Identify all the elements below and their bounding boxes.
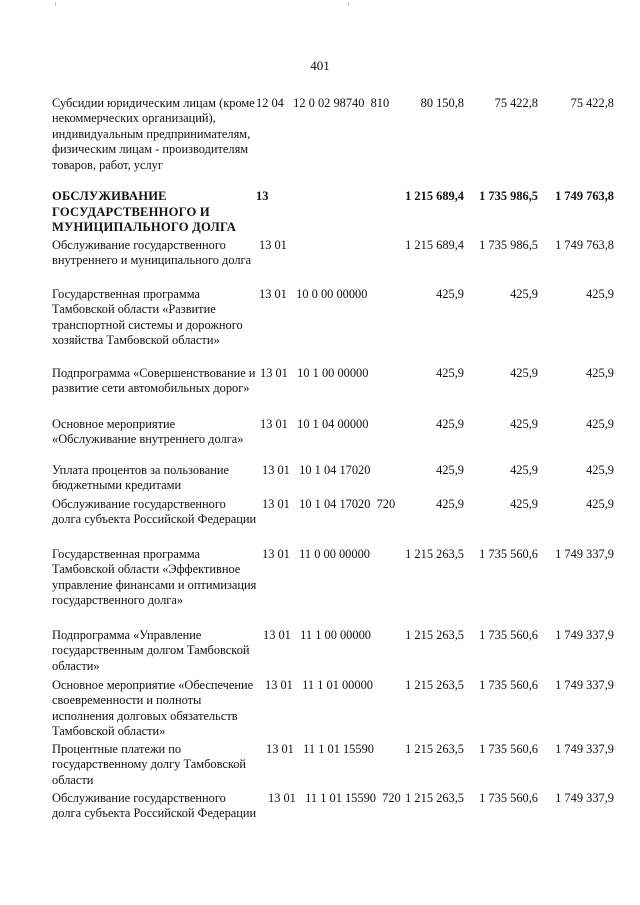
row-name: Процентные платежи по государственному долгу Тамбовской области bbox=[52, 742, 247, 787]
row-amount-1: 80 150,8 bbox=[420, 96, 464, 110]
row-amount-3: 1 749 763,8 bbox=[555, 238, 614, 252]
row-amount-1: 1 215 263,5 bbox=[405, 742, 464, 756]
row-name: Государственная программа Тамбовской области «Эффективное управление финансами и оптимизация государственного долга» bbox=[52, 547, 257, 608]
row-amount-2: 75 422,8 bbox=[494, 96, 538, 110]
row-amount-1: 425,9 bbox=[436, 366, 464, 380]
row-amount-2: 1 735 560,6 bbox=[479, 742, 538, 756]
row-codes: 13 bbox=[256, 189, 269, 203]
row-amount-3: 75 422,8 bbox=[570, 96, 614, 110]
row-codes: 13 01 bbox=[259, 238, 287, 252]
row-name: Субсидии юридическим лицам (кроме некоммерческих организаций), индивидуальным предпринимателям, физическим лицам - производителям товаров, работ, услуг bbox=[52, 96, 255, 172]
row-amount-2: 425,9 bbox=[510, 463, 538, 477]
row-name: Уплата процентов за пользование бюджетными кредитами bbox=[52, 463, 229, 493]
row-amount-3: 425,9 bbox=[586, 287, 614, 301]
row-amount-2: 425,9 bbox=[510, 417, 538, 431]
row-amount-2: 425,9 bbox=[510, 497, 538, 511]
row-amount-1: 425,9 bbox=[436, 497, 464, 511]
row-codes: 13 01 10 0 00 00000 bbox=[259, 287, 368, 301]
row-codes: 13 01 10 1 04 17020 bbox=[262, 463, 371, 477]
row-amount-3: 1 749 337,9 bbox=[555, 791, 614, 805]
row-codes: 12 04 12 0 02 98740 810 bbox=[256, 96, 390, 110]
row-amount-3: 1 749 337,9 bbox=[555, 547, 614, 561]
row-codes: 13 01 11 1 01 15590 bbox=[266, 742, 374, 756]
row-amount-1: 425,9 bbox=[436, 417, 464, 431]
row-name: Обслуживание государственного долга субъекта Российской Федерации bbox=[52, 497, 257, 527]
row-amount-3: 1 749 763,8 bbox=[555, 189, 614, 203]
row-amount-1: 1 215 263,5 bbox=[405, 628, 464, 642]
row-name: Государственная программа Тамбовской области «Развитие транспортной системы и дорожного хозяйства Тамбовской области» bbox=[52, 287, 243, 348]
scan-mark bbox=[348, 2, 349, 6]
row-amount-2: 1 735 560,6 bbox=[479, 547, 538, 561]
row-amount-3: 1 749 337,9 bbox=[555, 678, 614, 692]
row-amount-1: 425,9 bbox=[436, 463, 464, 477]
row-amount-2: 425,9 bbox=[510, 366, 538, 380]
row-amount-1: 1 215 689,4 bbox=[405, 189, 464, 203]
page-number: 401 bbox=[310, 58, 330, 73]
row-amount-3: 425,9 bbox=[586, 497, 614, 511]
row-amount-1: 1 215 263,5 bbox=[405, 791, 464, 805]
row-amount-1: 1 215 263,5 bbox=[405, 547, 464, 561]
row-name: Обслуживание государственного долга субъекта Российской Федерации bbox=[52, 791, 257, 821]
row-amount-3: 1 749 337,9 bbox=[555, 742, 614, 756]
row-name: Основное мероприятие «Обслуживание внутреннего долга» bbox=[52, 417, 244, 447]
row-amount-1: 425,9 bbox=[436, 287, 464, 301]
row-codes: 13 01 11 1 01 00000 bbox=[265, 678, 373, 692]
row-name: Подпрограмма «Совершенствование и развитие сети автомобильных дорог» bbox=[52, 366, 256, 396]
row-amount-1: 1 215 689,4 bbox=[405, 238, 464, 252]
row-amount-2: 1 735 986,5 bbox=[479, 189, 538, 203]
row-codes: 13 01 10 1 04 00000 bbox=[260, 417, 369, 431]
row-amount-2: 1 735 560,6 bbox=[479, 628, 538, 642]
row-amount-3: 425,9 bbox=[586, 366, 614, 380]
row-amount-3: 1 749 337,9 bbox=[555, 628, 614, 642]
row-amount-2: 1 735 986,5 bbox=[479, 238, 538, 252]
row-name: Подпрограмма «Управление государственным долгом Тамбовской области» bbox=[52, 628, 250, 673]
row-amount-2: 425,9 bbox=[510, 287, 538, 301]
row-name: Обслуживание государственного внутреннего и муниципального долга bbox=[52, 238, 252, 268]
scan-mark bbox=[55, 2, 56, 6]
row-amount-1: 1 215 263,5 bbox=[405, 678, 464, 692]
row-codes: 13 01 10 1 04 17020 720 bbox=[262, 497, 396, 511]
row-codes: 13 01 10 1 00 00000 bbox=[260, 366, 369, 380]
row-amount-2: 1 735 560,6 bbox=[479, 791, 538, 805]
row-codes: 13 01 11 0 00 00000 bbox=[262, 547, 370, 561]
row-amount-3: 425,9 bbox=[586, 463, 614, 477]
row-name: ОБСЛУЖИВАНИЕ ГОСУДАРСТВЕННОГО И МУНИЦИПАЛЬНОГО ДОЛГА bbox=[52, 189, 237, 235]
row-amount-2: 1 735 560,6 bbox=[479, 678, 538, 692]
row-codes: 13 01 11 1 00 00000 bbox=[263, 628, 371, 642]
row-amount-3: 425,9 bbox=[586, 417, 614, 431]
row-codes: 13 01 11 1 01 15590 720 bbox=[268, 791, 401, 805]
row-name: Основное мероприятие «Обеспечение своевременности и полноты исполнения долговых обязательств Тамбовской области» bbox=[52, 678, 254, 739]
